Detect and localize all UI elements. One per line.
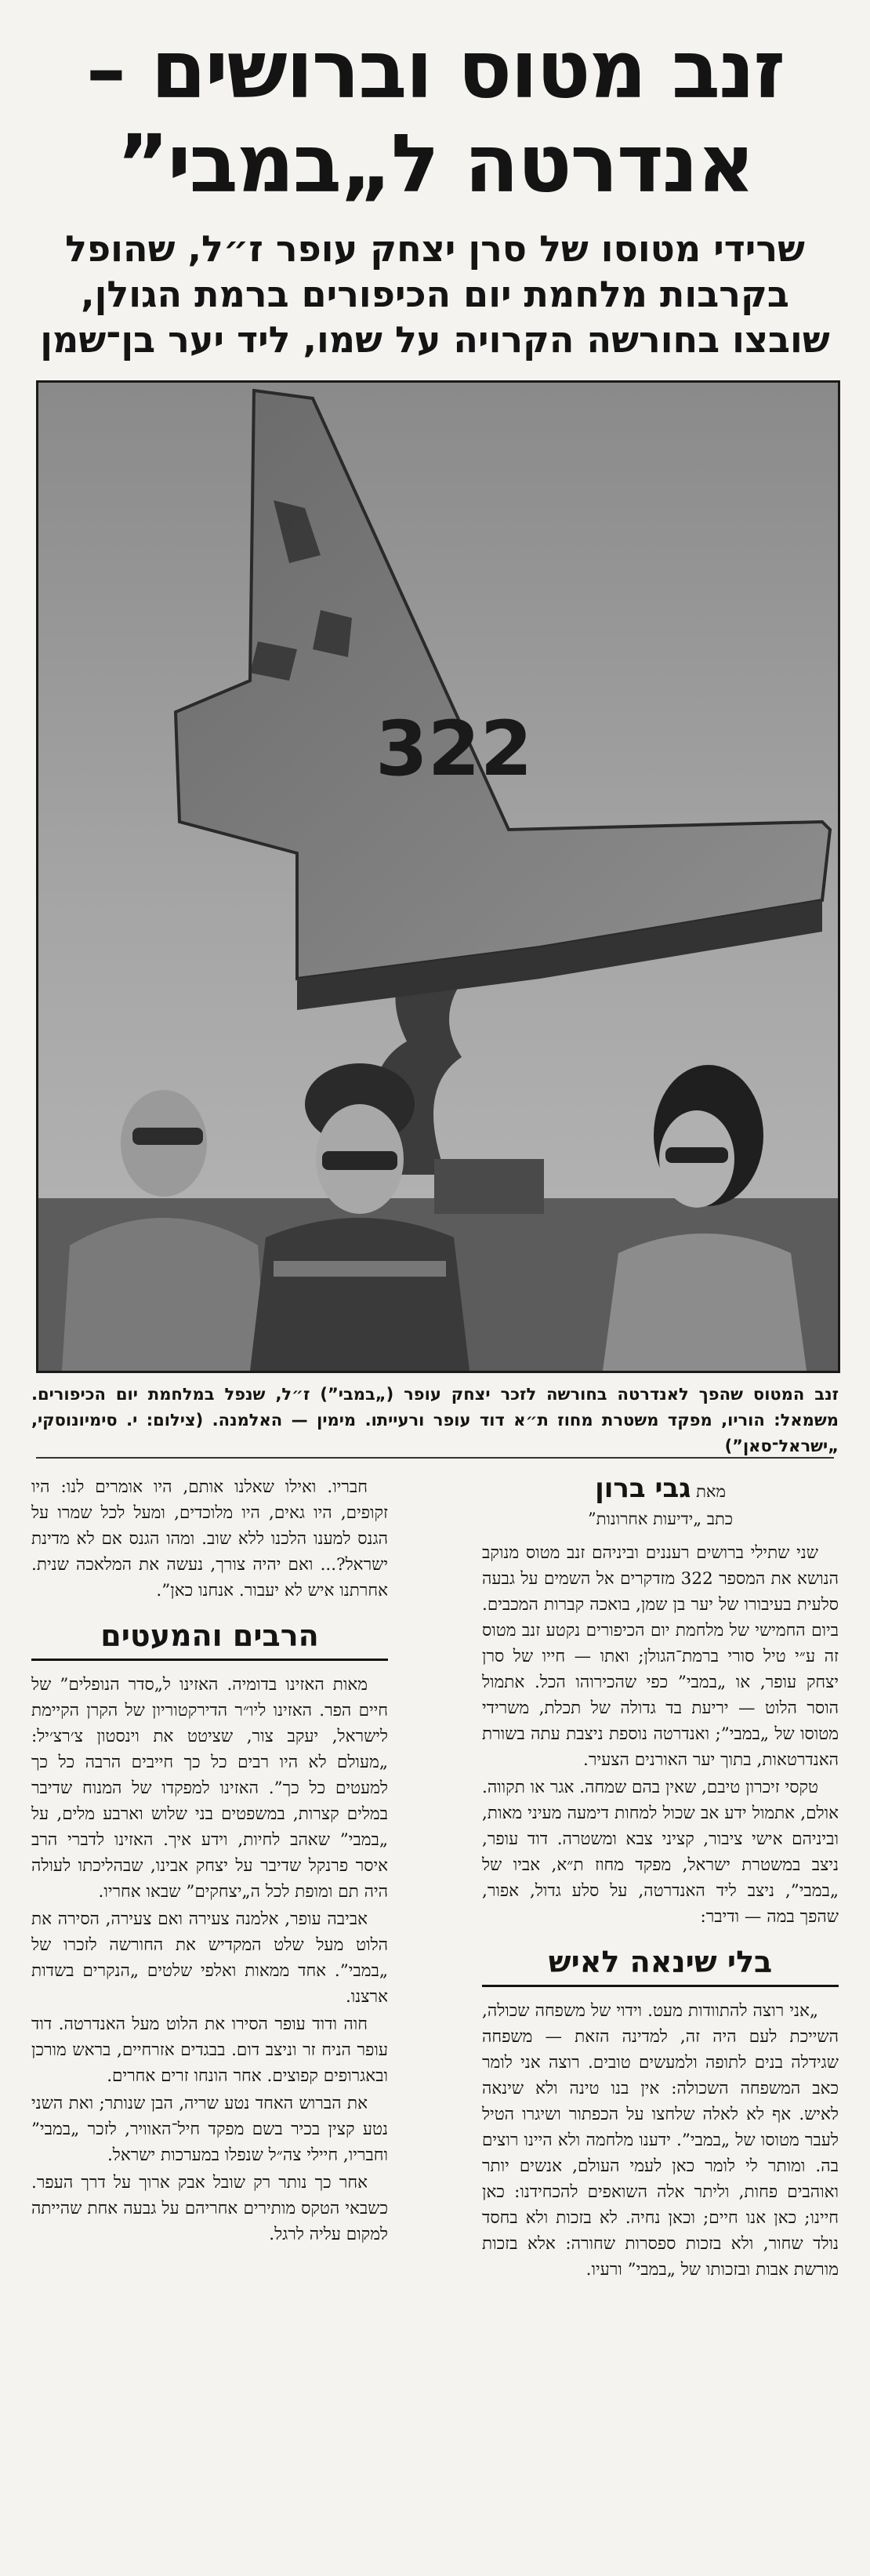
photo-illustration: [38, 383, 838, 1371]
section-heading: הרבים והמעטים: [31, 1618, 388, 1661]
paragraph: מאות האזינו בדומיה. האזינו ל„סדר הנופלים” של חיים הפר. האזינו ליו״ר הדירקטוריון של הקרן הקיימת לישראל, יעקב צור, שציטט את וינסטון צ׳רצ׳יל: „מעולם לא היו רבים כל כך חייבים הרבה כל כך למעטים כל כך”. האזינו למפקדו של המנוח שדיבר במלים קצרות, במשפטים בני שלוש וארבע מלים, על „במבי” שאהב לחיות, וידע איך. האזינו לדברי הרב איסר פרנקל שדיבר על יצחק אבינו, שבהליכתו לעולה היה תם ומופת לכל ה„יצחקים” שבאו אחריו.: [31, 1675, 388, 1902]
byline-from: מאת: [696, 1482, 726, 1501]
paragraph: אחר כך נותר רק שובל אבק ארוך על דרך העפר. כשבאי הטקס מותירים אחריהם על גבעה אחת שהייתה למקום עליה לרגל.: [31, 2173, 388, 2244]
subheadline: שרידי מטוסו של סרן יצחק עופר ז״ל, שהופל בקרבות מלחמת יום הכיפורים ברמת הגולן, שובצו בחורשה הקרויה על שמו, ליד יער בן־שמן: [40, 227, 830, 361]
caption-divider: [36, 1457, 834, 1459]
byline-paper: כתב „ידיעות אחרונות”: [587, 1510, 734, 1528]
paragraph: טקסי זיכרון טיבם, שאין בהם שמחה. אגר או תקווה. אולם, אתמול ידע אב שכול למחות דימעה מעיני מאות, וביניהם אישי ציבור, קציני צבא ומשטרה. דוד עופר, ניצב במשטרת ישראל, מפקד מחוז ת״א, אביו של „במבי”, ניצב ליד האנדרטה, על סלע גדול, אפור, שהפך במה — ודיבר:: [482, 1778, 839, 1927]
headline: [16, 24, 854, 212]
paragraph: חבריו. ואילו שאלנו אותם, היו אומרים לנו: היו זקופים, היו גאים, היו מלוכדים, ומעל לכל שמרו על הגנס למענו הלכנו ללא שוב. ומהו הגנס אם לא מדינת ישראל?... ואם יהיה צורך, נעשה את המלאכה שנית. אחרתנו איש לא יעבור. אנחנו כאן”.: [31, 1477, 388, 1600]
photo-caption: זנב המטוס שהפך לאנדרטה בחורשה לזכר יצחק עופר („במבי”) ז״ל, שנפל במלחמת יום הכיפורים. משמאל: הוריו, מפקד משטרת מחוז ת״א דוד עופר ורעייתו. מימין — האלמנה. (צילום: י. סימיונוסקי, „ישראל־סאן”): [31, 1385, 839, 1455]
headline-line-2: אנדרטה ל„במבי”: [116, 118, 754, 211]
paragraph: שני שתילי ברושים רעננים וביניהם זנב מטוס מנוקב הנושא את המספר 322 מזדקרים אל השמים על גבעה סלעית בעיבורו של יער בן שמן, בואכה קברות המכבים. ביום החמישי של מלחמת יום הכיפורים נקטע זנב מטוס זה ע״י טיל סורי ברמת־הגולן; ואתו — חייו של סרן יצחק עופר, או „במבי” כפי שהכירוהו הכל. אתמול הוסר הלוט — יריעת בד גדולה של תכלת, משרידי מטוסו של „במבי”; ואנדרטה נוספת ניצבת עתה בשורת האנדרטאות, בתוך יער האורנים הצעיר.: [482, 1543, 839, 1770]
article-column-left: [31, 1474, 388, 2564]
byline-author: גבי ברון: [595, 1474, 691, 1504]
headline-line-1: זנב מטוס וברושים –: [85, 24, 785, 117]
section-heading: בלי שינאה לאיש: [482, 1944, 839, 1987]
article-column-right: [482, 1474, 839, 2564]
paragraph: „אני רוצה להתוודות מעט. וידוי של משפחה שכולה, השייכת לעם היה זה, למדינה הזאת — משפחה שגידלה בנים לתופה ולמעשים טובים. רוצה אני לומר כאב המשפחה השכולה: אין בנו טינה ולא שינאה לאיש. אף לא לאלה שלחצו על הכפתור ושיגרו הטיל לעבר מטוסו של „במבי”. ידענו מלחמה ולא היינו רוצים בה. ומותר לי לומר כאן לעמי העולם, אנשים יותר ואוהבים פחות, וליתר אלה השואפים להכחידנו: כאן חיינו; כאן אנו חיים; וכאן נחיה. לא בזכות ולא בחסד נולד שחור, ולא בזכות ספסרות שחורה: אלא בזכות מורשת אבות ובזכותו של „במבי” ורעיו.: [482, 2001, 839, 2280]
dedication-plaque: [434, 1159, 544, 1214]
paragraph: אביבה עופר, אלמנה צעירה ואם צעירה, הסירה את הלוט מעל שלט המקדיש את החורשה לזכרו של „במבי”. אחד ממאות ואלפי שלטים „הנקרים בשדות ארצנו.: [31, 1909, 388, 2007]
paragraph: את הברוש האחד נטע שריה, הבן שנותר; ואת השני נטע קצין בכיר בשם מפקד חיל־האוויר, לזכר „במבי” וחבריו, חיילי צה״ל שנפלו במערכות ישראל.: [31, 2094, 388, 2165]
article-photo: [36, 380, 840, 1373]
tail-number: 322: [375, 705, 533, 793]
paragraph: חוה ודוד עופר הסירו את הלוט מעל האנדרטה. דוד עופר הניח זר וניצב דום. בבגדים אזרחיים, בראש מורכן ובאגרופים קפוצים. אחר הונחו זרים אחרים.: [31, 2015, 388, 2086]
byline: [482, 1476, 839, 1505]
